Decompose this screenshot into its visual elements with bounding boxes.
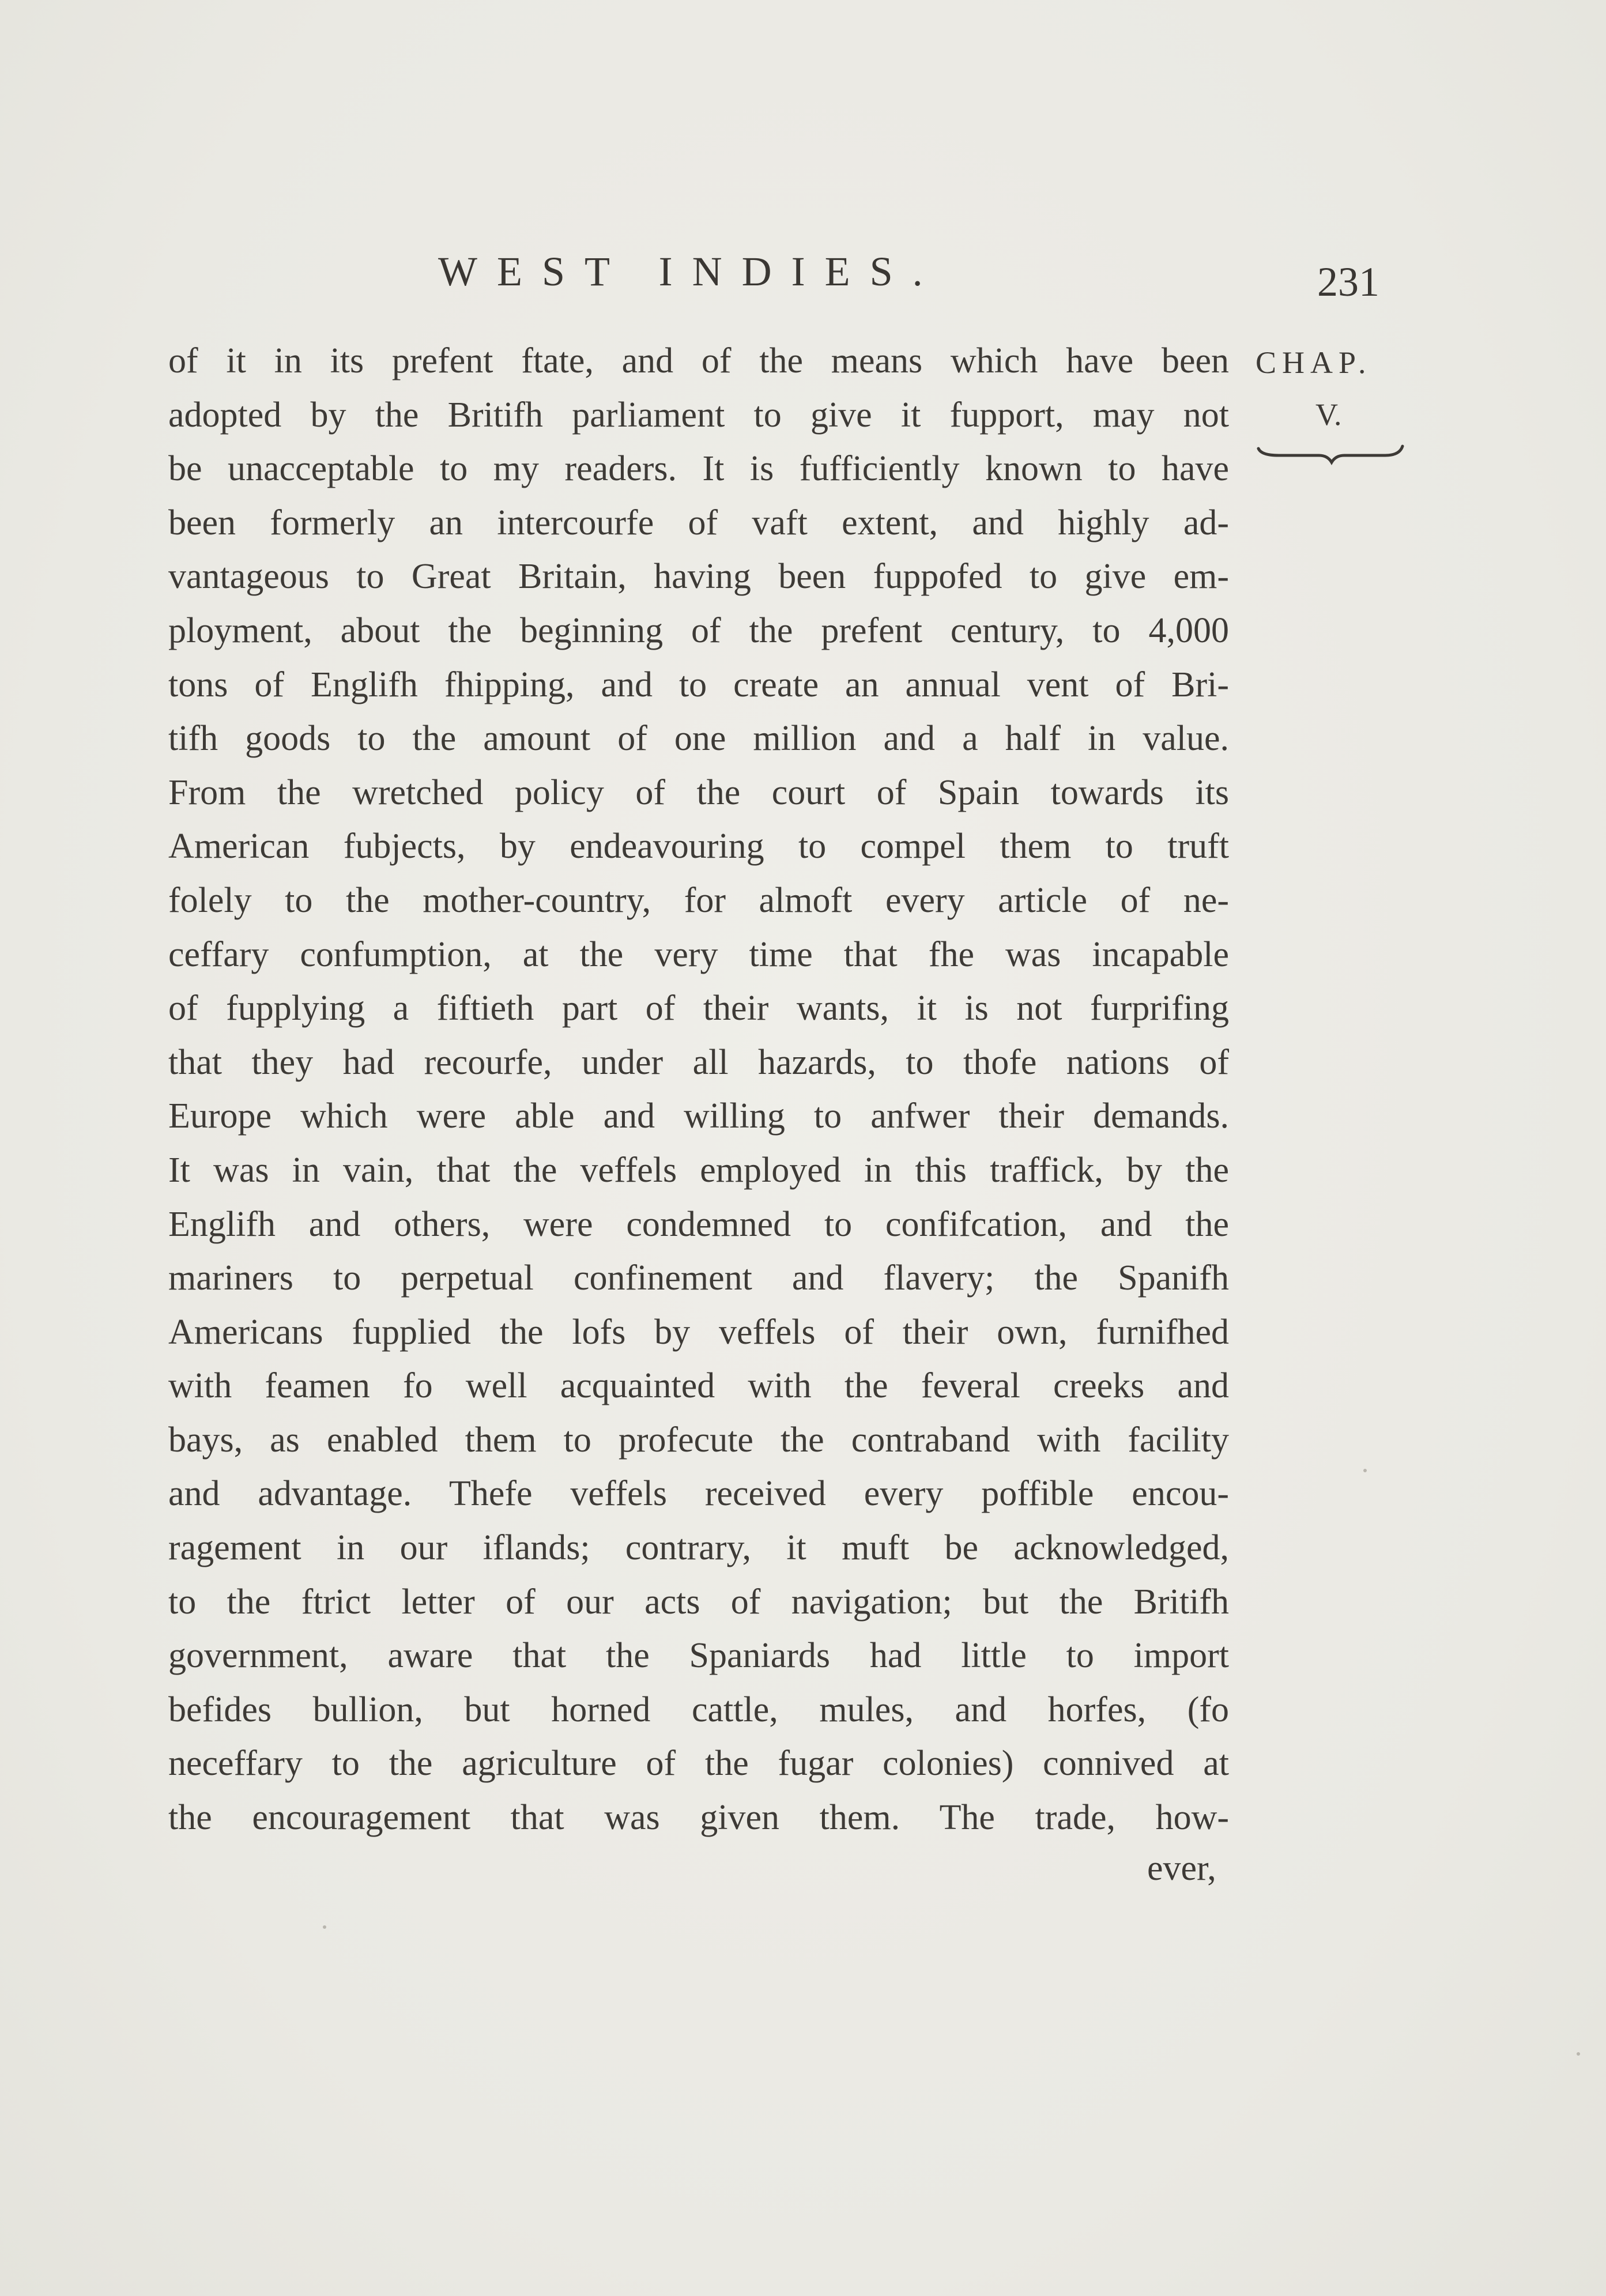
text-line: It was in vain, that the veffels employed in this traffick, by the: [168, 1150, 1229, 1190]
text-line: Europe which were able and willing to anfwer their demands.: [168, 1096, 1229, 1136]
margin-chapter-number: V.: [1315, 397, 1342, 432]
paper-speck: [1363, 1469, 1367, 1472]
margin-chapter-label: CHAP.: [1256, 345, 1372, 380]
text-line: of it in its prefent ftate, and of the means which have been: [168, 341, 1229, 380]
body-text: [168, 334, 1229, 1845]
text-line: ceffary confumption, at the very time that fhe was incapable: [168, 934, 1229, 974]
text-line: ragement in our iflands; contrary, it muft be acknowledged,: [168, 1528, 1229, 1568]
text-line: ployment, about the beginning of the prefent century, to 4,000: [168, 610, 1229, 650]
text-line: befides bullion, but horned cattle, mules, and horfes, (fo: [168, 1690, 1229, 1729]
margin-brace-ornament: [1256, 438, 1405, 467]
text-line: tifh goods to the amount of one million and a half in value.: [168, 719, 1229, 759]
text-line: Americans fupplied the lofs by veffels of their own, furnifhed: [168, 1312, 1229, 1352]
text-line: Englifh and others, were condemned to confifcation, and the: [168, 1204, 1229, 1244]
text-line: adopted by the Britifh parliament to give it fupport, may not: [168, 395, 1229, 435]
text-line: vantageous to Great Britain, having been fuppofed to give em-: [168, 557, 1229, 597]
text-line: American fubjects, by endeavouring to compel them to truft: [168, 827, 1229, 866]
text-line: to the ftrict letter of our acts of navigation; but the Britifh: [168, 1582, 1229, 1622]
paper-speck: [1577, 2052, 1580, 2056]
text-line: of fupplying a fiftieth part of their wants, it is not furprifing: [168, 989, 1229, 1028]
text-line: government, aware that the Spaniards had little to import: [168, 1636, 1229, 1676]
text-line: folely to the mother-country, for almoft every article of ne-: [168, 880, 1229, 920]
text-line: with feamen fo well acquainted with the feveral creeks and: [168, 1366, 1229, 1406]
text-line: tons of Englifh fhipping, and to create an annual vent of Bri-: [168, 665, 1229, 704]
text-line: be unacceptable to my readers. It is fufficiently known to have: [168, 449, 1229, 489]
catchword: ever,: [1147, 1849, 1216, 1888]
page-number: 231: [1317, 259, 1379, 305]
text-line: mariners to perpetual confinement and flavery; the Spanifh: [168, 1258, 1229, 1298]
text-line: neceffary to the agriculture of the fugar colonies) connived at: [168, 1744, 1229, 1784]
running-head: WEST INDIES.: [438, 248, 943, 295]
text-line: the encouragement that was given them. The trade, how-: [168, 1798, 1229, 1838]
text-line: that they had recourfe, under all hazards, to thofe nations of: [168, 1042, 1229, 1082]
text-line: From the wretched policy of the court of Spain towards its: [168, 772, 1229, 812]
text-line: been formerly an intercourfe of vaft extent, and highly ad-: [168, 503, 1229, 542]
text-line: and advantage. Thefe veffels received every poffible encou-: [168, 1474, 1229, 1514]
paper-speck: [323, 1925, 326, 1929]
text-line: bays, as enabled them to profecute the contraband with facility: [168, 1420, 1229, 1460]
